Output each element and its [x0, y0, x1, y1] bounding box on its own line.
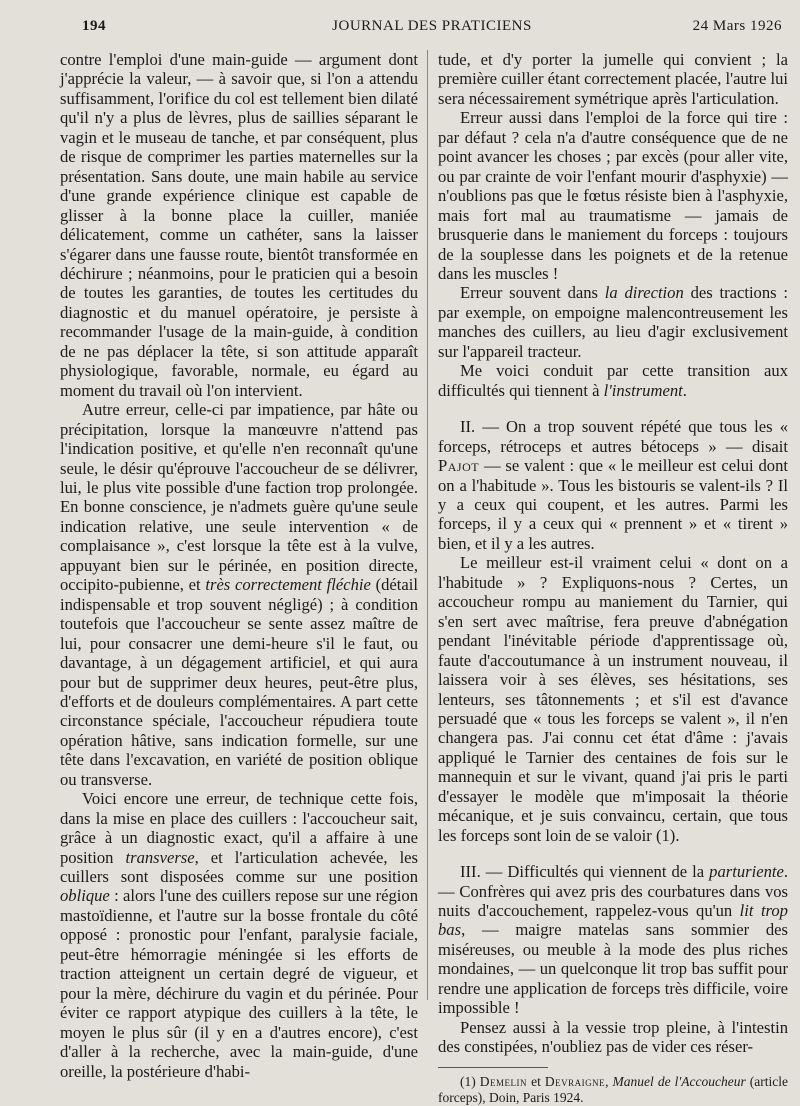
- text-run: .: [682, 380, 687, 400]
- paragraph: contre l'emploi d'une main-guide — argument dont j'apprécie la valeur, — à savoir que, si l'on a attendu suffisamment, l'orifice du col est tellement bien dilaté qu'il n'y a plus de lèvres, plus de saillies séparant le vagin et le museau de tanche, et par conséquent, plus de risque de comprimer les parties maternelles sur la présentation. Sans doute, une main habile au service d'une grande expérience clinique est capable de glisser à la bonne place la cuiller, maniée délicatement, comme un cathéter, sans la laisser s'égarer dans une fausse route, bientôt transformée en déchirure ; néanmoins, pour le praticien qui a besoin de toutes les garanties, de toutes les certitudes du diagnostic et du manuel opératoire, je persiste à recommander l'usage de la main-guide, à condition de ne pas déplacer la tête, si son attitude apparaît physiologique, favorable, normale, eu égard au moment du travail où l'on intervient.: [60, 50, 418, 400]
- running-header: [82, 14, 782, 38]
- text-run: . — Confrères qui avez pris des courbatures dans vos nuits d'accouchement, rappelez-vous qu'un: [438, 862, 788, 921]
- section-paragraph: [438, 417, 788, 553]
- author-name: Demelin: [479, 1073, 528, 1089]
- italic-text: la direction: [604, 283, 684, 303]
- book-title: Manuel de l'Accoucheur: [612, 1073, 746, 1089]
- text-run: Me voici conduit par cette transition aux difficultés qui tiennent à: [438, 361, 788, 400]
- paragraph: Pensez aussi à la vessie trop pleine, à l'intestin des constipées, n'oubliez pas de vider ces réser-: [438, 1017, 788, 1057]
- text-run: III. — Difficultés qui viennent de la: [460, 862, 710, 882]
- text-run: Erreur souvent dans: [460, 283, 605, 303]
- text-run: Voici encore une erreur, de technique cette fois, dans la mise en place des cuillers : l'accoucheur sait, grâce à un diagnostic exact, qu'il a affaire à une position: [60, 789, 418, 867]
- text-run: , et l'articulation achevée, les cuillers sont disposées comme sur une position: [60, 847, 418, 887]
- author-name: Pajot: [438, 456, 480, 476]
- italic-text: parturiente: [709, 862, 784, 882]
- text-run: II. — On a trop souvent répété que tous les « forceps, rétroceps et autres bétoceps » — disait: [438, 417, 788, 456]
- right-column: [438, 50, 788, 1106]
- column-divider: [427, 50, 428, 1000]
- italic-text: très correctement fléchie: [205, 575, 371, 595]
- text-run: (article forceps), Doin, Paris 1924.: [438, 1073, 788, 1105]
- journal-title: JOURNAL DES PRATICIENS: [332, 18, 532, 34]
- italic-text: transverse: [125, 847, 195, 867]
- footnote-number: (1): [460, 1073, 480, 1089]
- paragraph: [438, 361, 788, 400]
- text-run: — se valent : que « le meilleur est celui dont on a l'habitude ». Tous les bistouris se valent-ils ? Il y a ceux qui coupent, et les autres. Parmi les forceps, il y a ceux qui « prennent » et « tirent » bien, et il y a les autres.: [438, 456, 788, 553]
- paragraph: Erreur aussi dans l'emploi de la force qui tire : par défaut ? cela n'a d'autre conséquence que de ne point avancer les choses ; par excès (pour aller vite, ou par crainte de voir l'enfant mourir d'asphyxie) — n'oublions pas que le fœtus résiste bien à l'asphyxie, mais fort mal au traumatisme — jamais de brusquerie dans le maniement du forceps : toujours de la souplesse dans les poignets et de la retenue dans les muscles !: [438, 108, 788, 283]
- issue-date: 24 Mars 1926: [692, 18, 782, 34]
- paragraph: tude, et d'y porter la jumelle qui convient ; la première cuiller étant correctement placée, l'autre lui sera nécessairement symétrique après l'articulation.: [438, 50, 788, 108]
- paragraph: [438, 283, 788, 361]
- author-name: Devraigne: [544, 1073, 606, 1089]
- italic-text: lit trop bas: [438, 901, 788, 940]
- section-paragraph: [438, 862, 788, 1018]
- italic-text: l'instrument: [603, 380, 683, 400]
- text-run: (détail indispensable et trop souvent négligé) ; à condition toutefois que l'accoucheur se sente assez maître de lui, pour consacrer une demi-heure s'il le faut, ou davantage, à un dégagement artificiel, et qui aura pour but de supprimer deux heures, peut-être plus, d'efforts et de douleurs complémentaires. A part cette circonstance spéciale, l'accoucheur répudiera toute opération hâtive, sans indication formelle, sur une tête dans l'excavation, en variété de position oblique ou transverse.: [60, 575, 418, 789]
- text-run: ,: [605, 1073, 613, 1089]
- text-run: et: [527, 1073, 545, 1089]
- paragraph: [60, 400, 418, 789]
- footnote-rule: [438, 1067, 548, 1068]
- paragraph: [60, 789, 418, 1081]
- paragraph: Le meilleur est-il vraiment celui « dont on a l'habitude » ? Expliquons-nous ? Certes, un accoucheur rompu au maniement du Tarnier, qui s'en sert avec maîtrise, fera preuve d'abnégation pendant l'inévitable période d'apprentissage où, faute d'accoutumance à un instrument nouveau, il laissera voir à ses élèves, ses hésitations, ses lenteurs, ses tâtonnements ; et s'il est d'avance persuadé que « tous les forceps se valent », il n'en changera pas. J'ai connu cet état d'âme : j'avais appliqué le Tarnier des centaines de fois sur le mannequin et sur le vivant, quand j'ai pris le parti d'essayer le modèle que m'imposait la théorie mécanique, et je suis convaincu, certain, que tous les forceps sont loin de se valoir (1).: [438, 553, 788, 845]
- page-number: 194: [82, 18, 106, 34]
- left-column: [60, 50, 418, 1081]
- footnote: [438, 1074, 788, 1106]
- text-run: Autre erreur, celle-ci par impatience, par hâte ou précipitation, lorsque la manœuvre n'attend pas l'indication positive, et qu'elle n'en reconnaît qu'une seule, le désir qu'éprouve l'accoucheur de se délivrer, lui, le plus vite possible d'une faction trop prolongée. En bonne conscience, je n'admets guère qu'une seule indication relative, une seule intervention « de complaisance », c'est lorsque la tête est à la vulve, appuyant bien sur le périnée, en position directe, occipito-pubienne, et: [60, 400, 418, 595]
- text-run: , — maigre matelas sans sommier des miséreuses, ou meuble à la mode des plus riches mondaines, — un quelconque lit trop bas suffit pour rendre une application de forceps très difficile, voire impossible !: [438, 920, 788, 1018]
- text-run: des tractions : par exemple, on empoigne malencontreusement les manches des cuillers, au lieu d'agir exclusivement sur l'appareil tracteur.: [438, 283, 789, 361]
- text-run: : alors l'une des cuillers repose sur une région mastoïdienne, et l'autre sur la bosse frontale du côté opposé : pronostic pour l'enfant, paralysie faciale, peut-être hémorragie méningée si les efforts de traction atteignent un certain degré de vigueur, et pour la mère, déchirure du vagin et du périnée. Pour éviter ce rapport atypique des cuillers à la tête, le moyen le plus sûr (il y en a d'autres encore), c'est d'aller à la recherche, avec la main-guide, d'une oreille, la postérieure d'habi-: [60, 886, 418, 1081]
- italic-text: oblique: [60, 886, 110, 906]
